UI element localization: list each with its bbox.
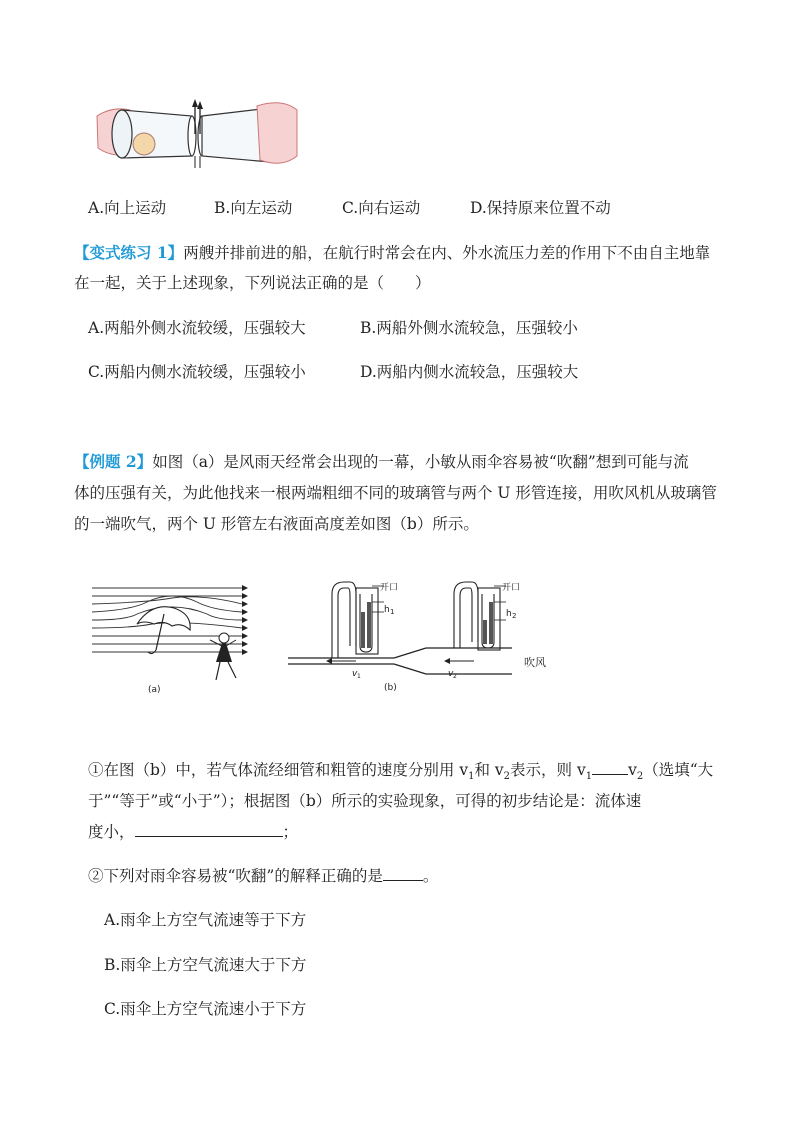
- ex2-line3: 的一端吹气，两个 U 形管左右液面高度差如图（b）所示。: [74, 515, 479, 533]
- sub2-stem-end: 。: [422, 867, 439, 885]
- answer-blank-3[interactable]: [383, 866, 423, 881]
- ex1-option-d: D.两船内侧水流较急，压强较大: [360, 363, 579, 381]
- ex1-option-b: B.两船外侧水流较急，压强较小: [360, 319, 578, 337]
- answer-blank-1[interactable]: [592, 760, 628, 775]
- opening-label-2: 开口: [502, 583, 521, 593]
- ex1-option-c: C.两船内侧水流较缓，压强较小: [88, 363, 306, 381]
- cups-figure: [92, 96, 302, 172]
- v2-sub: 2: [453, 673, 457, 680]
- q1-option-d: D.保持原来位置不动: [470, 199, 611, 217]
- sub1-line1: [88, 760, 713, 787]
- h2-sub: 2: [512, 612, 517, 620]
- sub2-option-a: A.雨伞上方空气流速等于下方: [104, 911, 307, 929]
- ex1-stem-line2: 在一起，关于上述现象，下列说法正确的是（ ）: [74, 274, 431, 292]
- sub1-suffix: （选填“大: [643, 761, 714, 779]
- blow-label: 吹风: [524, 656, 546, 669]
- sub2-stem: [88, 866, 438, 886]
- q1-option-b: B.向左运动: [214, 199, 293, 217]
- ex2-tag: 【例题 2】: [74, 452, 153, 471]
- ball: [133, 133, 155, 155]
- sub1-line2: 于”“等于”或“小于”）；根据图（b）所示的实验现象，可得的初步结论是：流体速: [88, 792, 642, 810]
- figure-a: [92, 580, 272, 698]
- sub1-sub-2: 2: [503, 771, 511, 783]
- v1-label: v: [352, 669, 358, 679]
- figure-b-label: (b): [384, 683, 397, 693]
- sub1-line3-suffix: ；: [282, 823, 299, 841]
- ex1-stem-line1: [74, 243, 710, 263]
- sub1-sub-1: 1: [468, 771, 475, 783]
- q1-option-c: C.向右运动: [342, 199, 421, 217]
- ex1-tag: 【变式练习 1】: [74, 243, 184, 262]
- sub1-line3-prefix: 度小，: [88, 823, 135, 841]
- ex2-line1: [74, 452, 689, 472]
- sub2-option-c: C.雨伞上方空气流速小于下方: [104, 1000, 307, 1018]
- h2-label: h: [506, 609, 512, 619]
- sub1-mid: 和 v: [474, 761, 504, 779]
- sub1-mid2: 表示，则 v: [510, 761, 586, 779]
- ex1-stem-text: 两艘并排前进的船，在航行时常会在内、外水流压力差的作用下不由自主地靠: [183, 244, 711, 262]
- v1-sub: 1: [357, 673, 361, 680]
- sub2-stem-text: ②下列对雨伞容易被“吹翻”的解释正确的是: [88, 867, 383, 885]
- h1-label: h: [384, 605, 390, 615]
- ex1-option-a: A.两船外侧水流较缓，压强较大: [88, 319, 306, 337]
- figure-b: [286, 572, 566, 698]
- ex2-line1-text: 如图（a）是风雨天经常会出现的一幕，小敏从雨伞容易被“吹翻”想到可能与流: [152, 453, 689, 471]
- sub1-sub-4: 2: [636, 771, 644, 783]
- ex2-line2: 体的压强有关，为此他找来一根两端粗细不同的玻璃管与两个 U 形管连接，用吹风机从玻璃管: [74, 484, 717, 502]
- opening-label-1: 开口: [380, 583, 399, 593]
- sub1-line3: [88, 822, 298, 842]
- sub1-v2: v: [628, 761, 637, 779]
- sub2-option-b: B.雨伞上方空气流速大于下方: [104, 956, 307, 974]
- v2-label: v: [448, 669, 454, 679]
- figure-a-label: (a): [148, 685, 161, 695]
- h1-sub: 1: [390, 608, 395, 616]
- answer-blank-2[interactable]: [135, 822, 283, 837]
- sub1-sub-3: 1: [585, 771, 593, 783]
- sub1-prefix: ①在图（b）中，若气体流经细管和粗管的速度分别用 v: [88, 761, 469, 779]
- q1-option-a: A.向上运动: [88, 199, 167, 217]
